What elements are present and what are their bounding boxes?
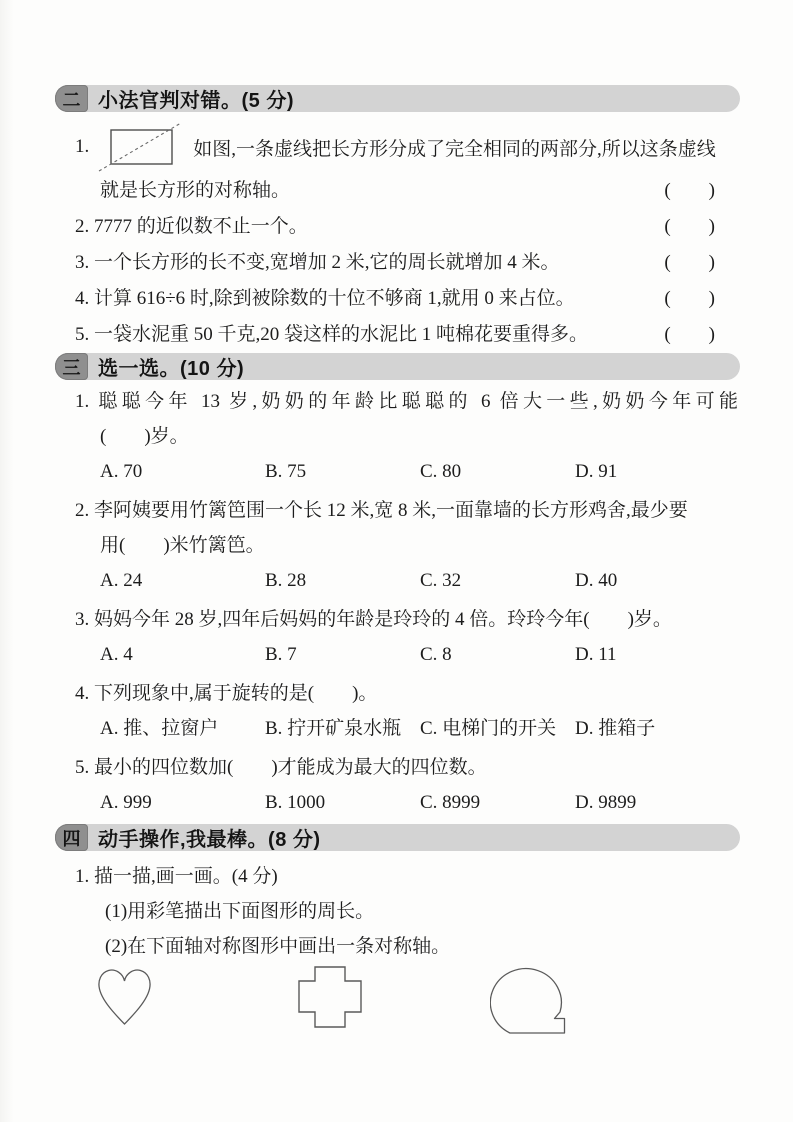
tf-question-5-text: 5. 一袋水泥重 50 千克,20 袋这样的水泥比 1 吨棉花要重得多。 — [75, 324, 589, 345]
tf-question-1-text-cont: 就是长方形的对称轴。 — [100, 180, 291, 201]
section-number-badge: 二 — [55, 85, 88, 112]
option-a: A. 4 — [100, 644, 133, 665]
tf-question-5 — [55, 317, 740, 353]
tf-question-1-text: 如图,一条虚线把长方形分成了完全相同的两部分,所以这条虚线 — [193, 138, 716, 160]
mc-question-1-text-cont: ( )岁。 — [100, 426, 189, 447]
option-b: B. 1000 — [265, 792, 326, 813]
hands-on-step-1: (1)用彩笔描出下面图形的周长。 — [105, 901, 375, 922]
option-c: C. 电梯门的开关 — [420, 718, 557, 739]
section-number-badge: 三 — [55, 353, 88, 380]
tf-question-1-line1 — [55, 121, 740, 173]
answer-blank: ( ) — [664, 252, 715, 273]
option-a: A. 推、拉窗户 — [100, 718, 219, 739]
answer-blank: ( ) — [664, 324, 715, 345]
hands-on-subtitle: 1. 描一描,画一画。(4 分) — [75, 866, 278, 887]
option-b: B. 28 — [265, 570, 307, 591]
tf-question-4 — [55, 281, 740, 317]
option-a: A. 70 — [100, 461, 143, 482]
mc-question-1 — [55, 384, 740, 489]
answer-blank: ( ) — [664, 288, 715, 309]
mc-question-2-options — [100, 563, 740, 598]
option-a: A. 999 — [100, 792, 152, 813]
cross-shape — [298, 966, 362, 1028]
mc-question-3-text: 3. 妈妈今年 28 岁,四年后妈妈的年龄是玲玲的 4 倍。玲玲今年( )岁。 — [75, 609, 672, 630]
circle-with-notch-shape — [490, 966, 568, 1036]
section-header-judge — [55, 85, 740, 112]
tf-question-3 — [55, 245, 740, 281]
option-c: C. 8 — [420, 644, 452, 665]
option-b: B. 7 — [265, 644, 297, 665]
hands-on-section — [55, 859, 740, 1036]
tf-question-1-line2 — [55, 173, 740, 209]
section-header-choose — [55, 353, 740, 380]
mc-question-4 — [55, 676, 740, 746]
section-number-badge: 四 — [55, 824, 88, 851]
mc-question-5 — [55, 750, 740, 820]
mc-question-3-options — [100, 637, 740, 672]
option-d: D. 9899 — [575, 792, 637, 813]
mc-question-1-text: 1. 聪聪今年 13 岁,奶奶的年龄比聪聪的 6 倍大一些,奶奶今年可能 — [75, 391, 738, 412]
answer-blank: ( ) — [664, 180, 715, 201]
option-d: D. 推箱子 — [575, 718, 656, 739]
mc-question-3 — [55, 602, 740, 672]
option-c: C. 8999 — [420, 792, 481, 813]
answer-blank: ( ) — [664, 216, 715, 237]
option-b: B. 拧开矿泉水瓶 — [265, 718, 402, 739]
mc-question-2-text: 2. 李阿姨要用竹篱笆围一个长 12 米,宽 8 米,一面靠墙的长方形鸡舍,最少要 — [75, 500, 688, 521]
mc-question-2-text-cont: 用( )米竹篱笆。 — [100, 535, 265, 556]
option-d: D. 40 — [575, 570, 618, 591]
option-b: B. 75 — [265, 461, 307, 482]
mc-question-4-text: 4. 下列现象中,属于旋转的是( )。 — [75, 683, 378, 704]
heart-shape — [97, 966, 152, 1028]
tf-question-2 — [55, 209, 740, 245]
rectangle-diagonal-figure — [97, 121, 183, 173]
section-title: 动手操作,我最棒。(8 分) — [98, 829, 321, 851]
option-c: C. 32 — [420, 570, 462, 591]
tf-question-2-text: 2. 7777 的近似数不止一个。 — [75, 216, 308, 237]
multiple-choice-questions — [55, 384, 740, 820]
option-a: A. 24 — [100, 570, 143, 591]
tf-question-3-text: 3. 一个长方形的长不变,宽增加 2 米,它的周长就增加 4 米。 — [75, 252, 560, 273]
option-c: C. 80 — [420, 461, 462, 482]
section-title: 选一选。(10 分) — [98, 358, 245, 380]
mc-question-5-text: 5. 最小的四位数加( )才能成为最大的四位数。 — [75, 757, 487, 778]
true-false-questions — [55, 121, 740, 353]
mc-question-1-options — [100, 454, 740, 489]
option-d: D. 91 — [575, 461, 618, 482]
hands-on-step-2: (2)在下面轴对称图形中画出一条对称轴。 — [105, 936, 451, 957]
mc-question-4-options — [100, 711, 740, 746]
option-d: D. 11 — [575, 644, 617, 665]
shapes-row — [55, 966, 740, 1036]
question-number: 1. — [75, 136, 90, 157]
section-title: 小法官判对错。(5 分) — [98, 90, 294, 112]
mc-question-2 — [55, 493, 740, 598]
mc-question-5-options — [100, 785, 740, 820]
section-header-hands-on — [55, 824, 740, 851]
tf-question-4-text: 4. 计算 616÷6 时,除到被除数的十位不够商 1,就用 0 来占位。 — [75, 288, 575, 309]
